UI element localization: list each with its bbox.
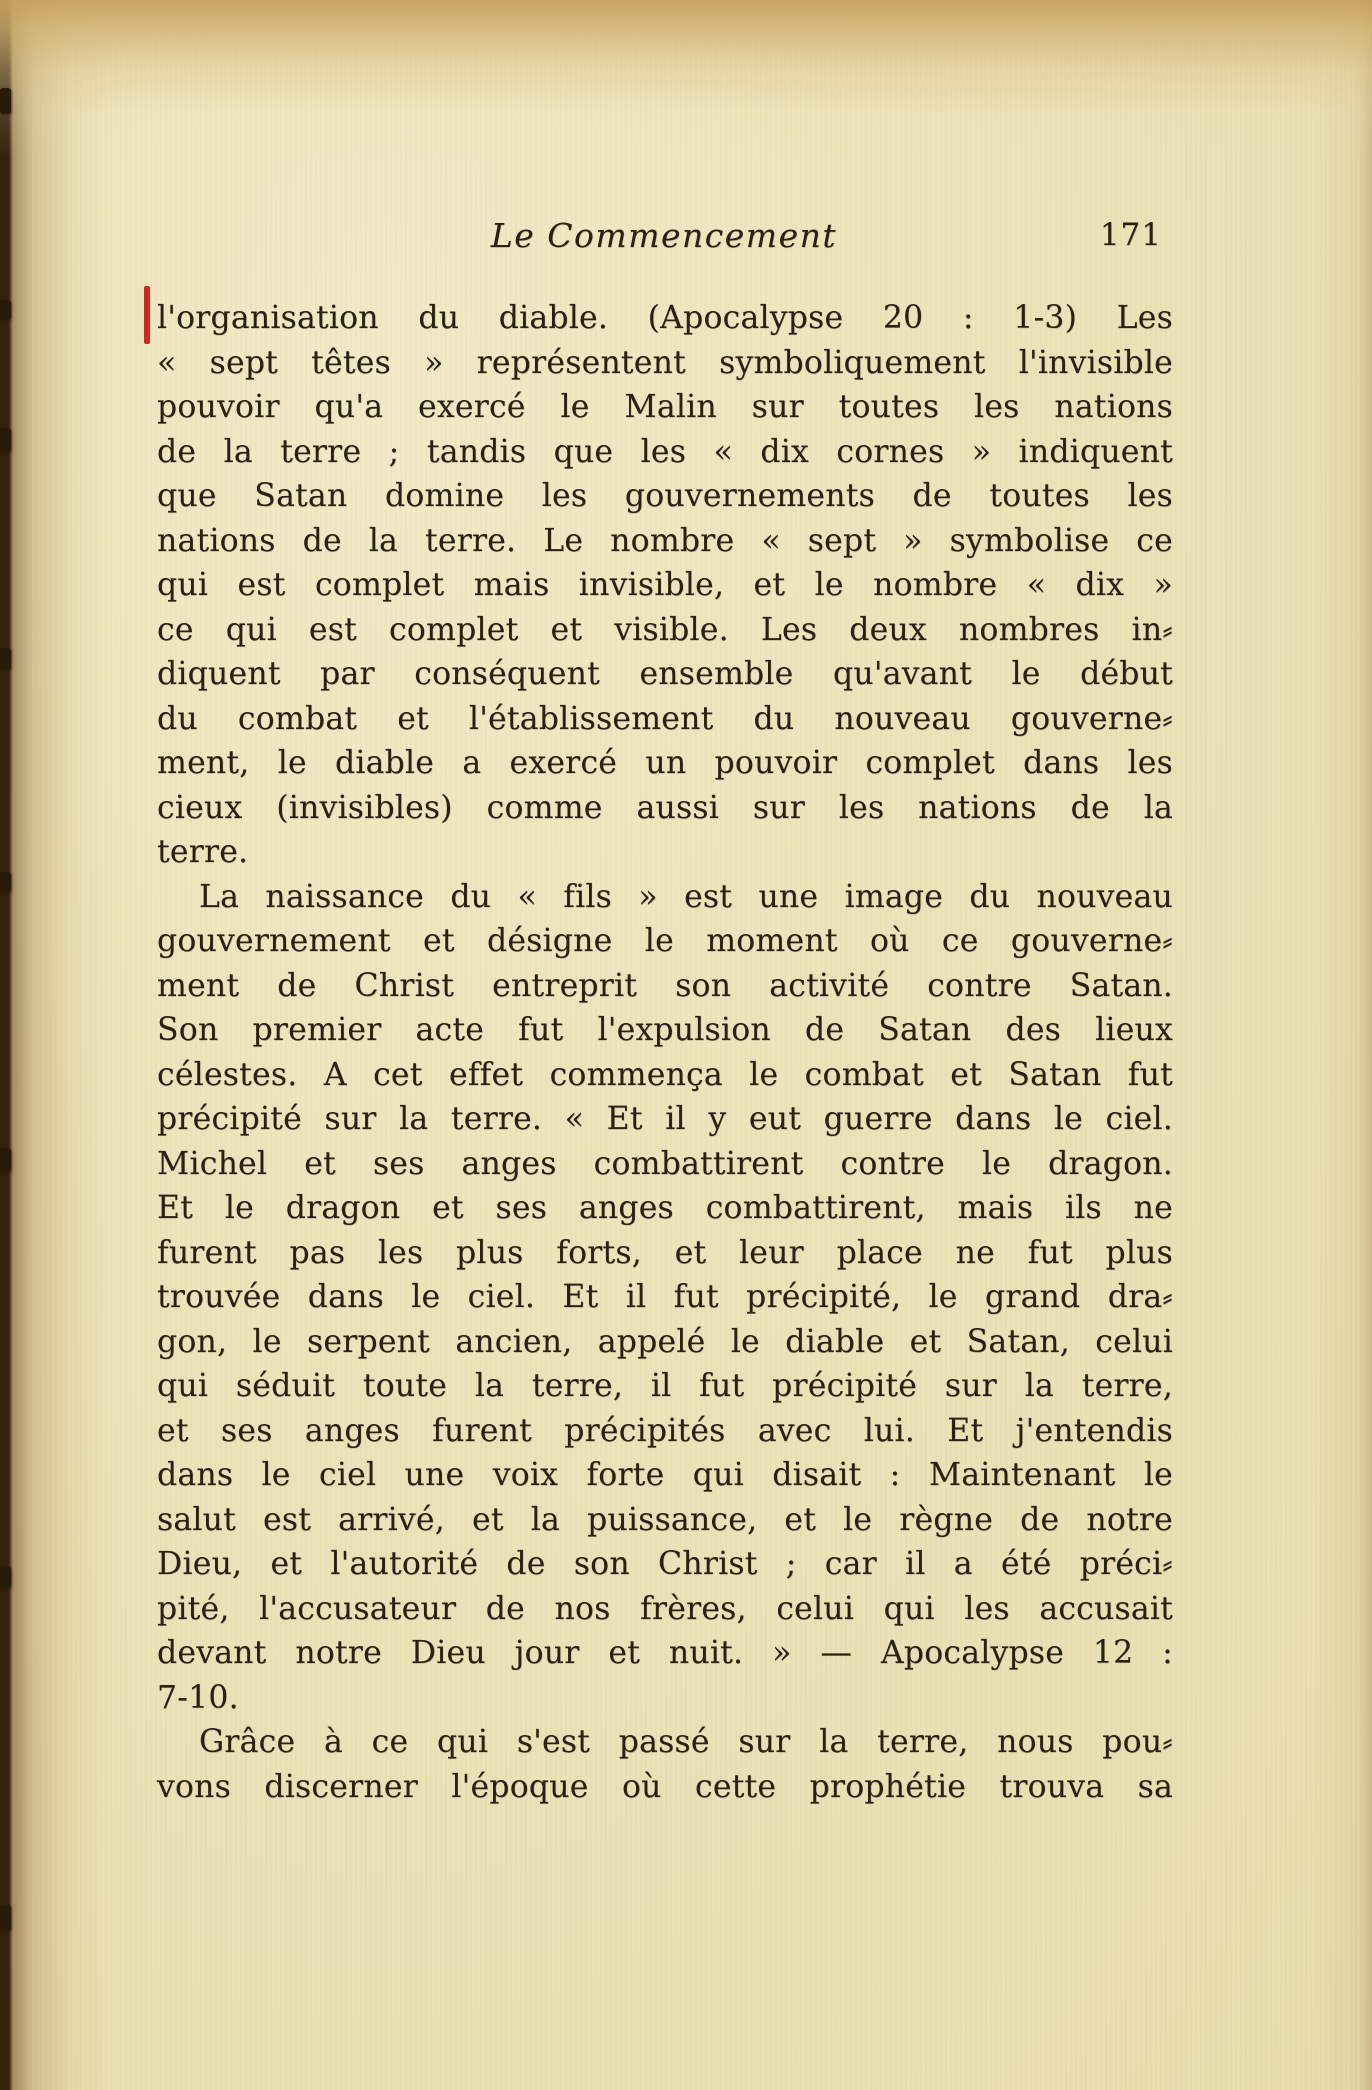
text-line: ment, le diable a exercé un pouvoir complet dans les (157, 745, 1173, 781)
body-text (157, 296, 1173, 1809)
text-line: et ses anges furent précipités avec lui. Et j'entendis (157, 1412, 1173, 1449)
paragraph (157, 296, 1173, 875)
text-line: de la terre ; tandis que les « dix cornes » indiquent (157, 433, 1173, 470)
text-line: Et le dragon et ses anges combattirent, mais ils ne (157, 1190, 1173, 1226)
text-line: diquent par conséquent ensemble qu'avant le début (157, 656, 1173, 692)
text-line: Dieu, et l'autorité de son Christ ; car il a été préci⸗ (157, 1546, 1173, 1582)
binding-stitch-mark (0, 1566, 11, 1588)
text-line: 7-10. (157, 1679, 239, 1716)
text-line: nations de la terre. Le nombre « sept » symbolise ce (157, 522, 1173, 559)
text-line: Grâce à ce qui s'est passé sur la terre, nous pou⸗ (199, 1724, 1173, 1760)
text-line: Michel et ses anges combattirent contre le dragon. (157, 1145, 1173, 1182)
text-line: qui séduit toute la terre, il fut précipité sur la terre, (157, 1368, 1173, 1404)
binding-stitch-mark (0, 300, 11, 320)
text-line: précipité sur la terre. « Et il y eut guerre dans le ciel. (157, 1101, 1173, 1137)
text-line: vons discerner l'époque où cette prophétie trouva sa (157, 1768, 1173, 1805)
text-line: célestes. A cet effet commença le combat et Satan fut (157, 1056, 1173, 1093)
text-line: furent pas les plus forts, et leur place ne fut plus (157, 1234, 1173, 1271)
text-line: devant notre Dieu jour et nuit. » — Apocalypse 12 : (157, 1635, 1173, 1671)
binding-stitch-mark (0, 88, 11, 114)
running-header-title: Le Commencement (490, 216, 838, 255)
text-line: pité, l'accusateur de nos frères, celui qui les accusait (157, 1590, 1173, 1627)
text-line: gouvernement et désigne le moment où ce gouverne⸗ (157, 923, 1173, 959)
text-line: « sept têtes » représentent symboliquement l'invisible (157, 344, 1173, 381)
page-number: 171 (1099, 217, 1162, 253)
text-line: Son premier acte fut l'expulsion de Satan des lieux (157, 1012, 1173, 1048)
text-line: gon, le serpent ancien, appelé le diable et Satan, celui (157, 1323, 1173, 1360)
paragraph (157, 1720, 1173, 1809)
margin-red-mark (144, 286, 150, 344)
binding-stitch-mark (0, 648, 11, 670)
text-line: pouvoir qu'a exercé le Malin sur toutes les nations (157, 389, 1173, 425)
text-line: qui est complet mais invisible, et le nombre « dix » (157, 567, 1173, 603)
text-line: ce qui est complet et visible. Les deux nombres in⸗ (157, 611, 1173, 648)
text-line: terre. (157, 834, 249, 870)
text-line: dans le ciel une voix forte qui disait : Maintenant le (157, 1457, 1173, 1493)
text-line: trouvée dans le ciel. Et il fut précipité, le grand dra⸗ (157, 1279, 1173, 1315)
text-line: que Satan domine les gouvernements de toutes les (157, 478, 1173, 514)
binding-stitch-mark (0, 872, 11, 892)
text-line: cieux (invisibles) comme aussi sur les nations de la (157, 789, 1173, 826)
text-line: du combat et l'établissement du nouveau gouverne⸗ (157, 700, 1173, 737)
binding-stitch-mark (0, 1905, 11, 1931)
paragraph (157, 875, 1173, 1721)
text-line: l'organisation du diable. (Apocalypse 20 : 1-3) Les (157, 300, 1173, 336)
text-line: ment de Christ entreprit son activité contre Satan. (157, 967, 1173, 1004)
text-line: salut est arrivé, et la puissance, et le règne de notre (157, 1501, 1173, 1538)
page-header (156, 216, 1172, 264)
text-line: La naissance du « fils » est une image du nouveau (199, 878, 1173, 915)
binding-stitch-mark (0, 1148, 11, 1172)
binding-stitch-mark (0, 428, 11, 452)
